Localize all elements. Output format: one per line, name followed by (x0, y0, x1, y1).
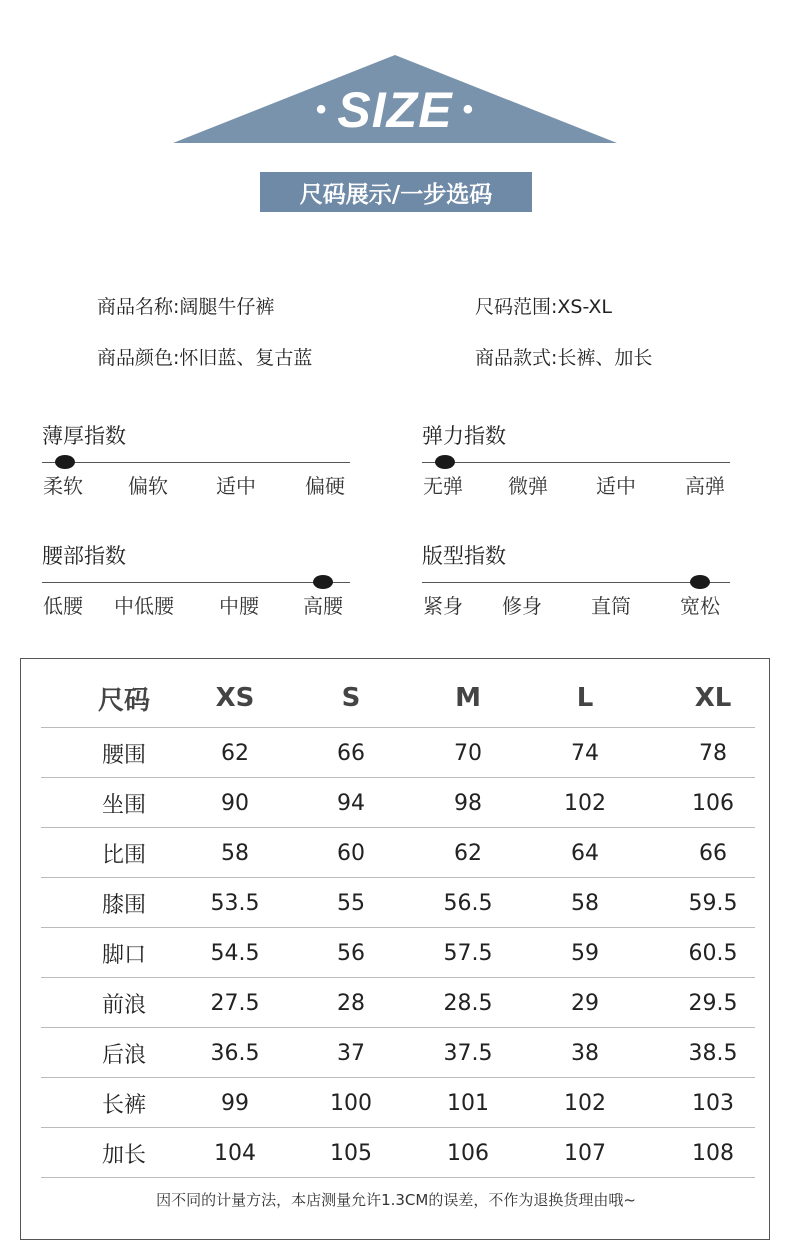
table-row-label: 加长 (101, 1142, 147, 1168)
table-cell: 66 (699, 840, 727, 866)
subtitle-banner: 尺码展示/一步选码 (260, 172, 532, 212)
table-cell: 102 (564, 1090, 606, 1116)
table-cell: 36.5 (210, 1040, 260, 1066)
elasticity-index-label: 高弹 (685, 474, 725, 498)
left-dot: • (315, 93, 328, 126)
table-cell: 66 (337, 740, 365, 766)
fit-index-marker (690, 575, 710, 589)
size-title-text: SIZE (337, 82, 453, 138)
table-cell: 38.5 (688, 1040, 738, 1066)
table-cell: 105 (330, 1140, 372, 1166)
table-cell: 108 (692, 1140, 734, 1166)
table-cell: 59 (571, 940, 599, 966)
table-cell: 62 (221, 740, 249, 766)
table-cell: 64 (571, 840, 599, 866)
table-cell: 106 (447, 1140, 489, 1166)
waist-index-label: 中低腰 (114, 594, 174, 618)
fit-index-label: 直筒 (591, 594, 631, 618)
table-row-label: 坐围 (101, 792, 147, 818)
table-cell: 102 (564, 790, 606, 816)
table-cell: 38 (571, 1040, 599, 1066)
right-dot: • (462, 93, 475, 126)
table-cell: 28 (337, 990, 365, 1016)
table-cell: 53.5 (210, 890, 260, 916)
table-row (41, 927, 755, 978)
fit-index-label: 修身 (502, 594, 542, 618)
table-cell: 78 (699, 740, 727, 766)
fit-index-label: 宽松 (680, 594, 720, 618)
table-cell: 104 (214, 1140, 256, 1166)
table-row (41, 1077, 755, 1128)
waist-index-label: 中腰 (219, 594, 259, 618)
table-cell: 27.5 (210, 990, 260, 1016)
table-cell: 56.5 (443, 890, 493, 916)
table-cell: 101 (447, 1090, 489, 1116)
table-cell: 60.5 (688, 940, 738, 966)
table-cell: 58 (571, 890, 599, 916)
thickness-index-scale (42, 462, 350, 463)
waist-index-title: 腰部指数 (42, 544, 126, 568)
thickness-index-label: 柔软 (43, 474, 83, 498)
thickness-index-label: 偏软 (128, 474, 168, 498)
table-cell: 107 (564, 1140, 606, 1166)
table-header-cell: XL (694, 683, 732, 713)
fit-index-scale (422, 582, 730, 583)
table-row-label: 前浪 (101, 992, 147, 1018)
table-cell: 62 (454, 840, 482, 866)
table-header-cell: 尺码 (97, 685, 151, 716)
table-row-label: 长裤 (101, 1092, 147, 1118)
table-row-label: 脚口 (101, 942, 147, 968)
table-cell: 37 (337, 1040, 365, 1066)
fit-index-label: 紧身 (423, 594, 463, 618)
table-cell: 28.5 (443, 990, 493, 1016)
size-range: 尺码范围:XS-XL (475, 296, 612, 318)
table-row (41, 1027, 755, 1078)
table-cell: 90 (221, 790, 249, 816)
table-header-cell: XS (215, 683, 255, 713)
product-color: 商品颜色:怀旧蓝、复古蓝 (97, 347, 313, 369)
table-cell: 60 (337, 840, 365, 866)
table-cell: 59.5 (688, 890, 738, 916)
table-cell: 94 (337, 790, 365, 816)
table-row-label: 膝围 (101, 892, 147, 918)
table-row-label: 后浪 (101, 1042, 147, 1068)
table-row (41, 877, 755, 928)
table-header-cell: M (455, 683, 481, 713)
table-row (41, 727, 755, 778)
table-header-cell: S (341, 683, 361, 713)
size-title (0, 78, 790, 142)
table-row-label: 比围 (101, 842, 147, 868)
table-header-row (41, 673, 755, 723)
table-cell: 100 (330, 1090, 372, 1116)
table-header-cell: L (576, 683, 594, 713)
waist-index-label: 低腰 (43, 594, 83, 618)
table-cell: 106 (692, 790, 734, 816)
thickness-index-marker (55, 455, 75, 469)
table-row (41, 977, 755, 1028)
table-row (41, 1127, 755, 1178)
table-cell: 99 (221, 1090, 249, 1116)
table-cell: 29 (571, 990, 599, 1016)
waist-index-scale (42, 582, 350, 583)
table-cell: 37.5 (443, 1040, 493, 1066)
thickness-index-label: 适中 (216, 474, 256, 498)
size-table (20, 658, 770, 1240)
elasticity-index-marker (435, 455, 455, 469)
table-cell: 57.5 (443, 940, 493, 966)
table-cell: 103 (692, 1090, 734, 1116)
thickness-index-label: 偏硬 (305, 474, 345, 498)
fit-index-title: 版型指数 (422, 544, 506, 568)
elasticity-index-label: 微弹 (508, 474, 548, 498)
waist-index-label: 高腰 (303, 594, 343, 618)
waist-index-marker (313, 575, 333, 589)
table-row-label: 腰围 (101, 742, 147, 768)
table-cell: 74 (571, 740, 599, 766)
product-name: 商品名称:阔腿牛仔裤 (97, 296, 275, 318)
elasticity-index-label: 适中 (596, 474, 636, 498)
elasticity-index-title: 弹力指数 (422, 424, 506, 448)
table-row (41, 777, 755, 828)
elasticity-index-label: 无弹 (423, 474, 463, 498)
product-style: 商品款式:长裤、加长 (475, 347, 653, 369)
thickness-index-title: 薄厚指数 (42, 424, 126, 448)
table-row (41, 827, 755, 878)
measurement-note: 因不同的计量方法，本店测量允许1.3CM的误差，不作为退换货理由哦~ (156, 1191, 636, 1209)
table-cell: 58 (221, 840, 249, 866)
table-cell: 55 (337, 890, 365, 916)
table-cell: 29.5 (688, 990, 738, 1016)
table-cell: 70 (454, 740, 482, 766)
table-cell: 98 (454, 790, 482, 816)
table-bottom-divider (41, 1177, 755, 1178)
table-cell: 54.5 (210, 940, 260, 966)
elasticity-index-scale (422, 462, 730, 463)
table-cell: 56 (337, 940, 365, 966)
